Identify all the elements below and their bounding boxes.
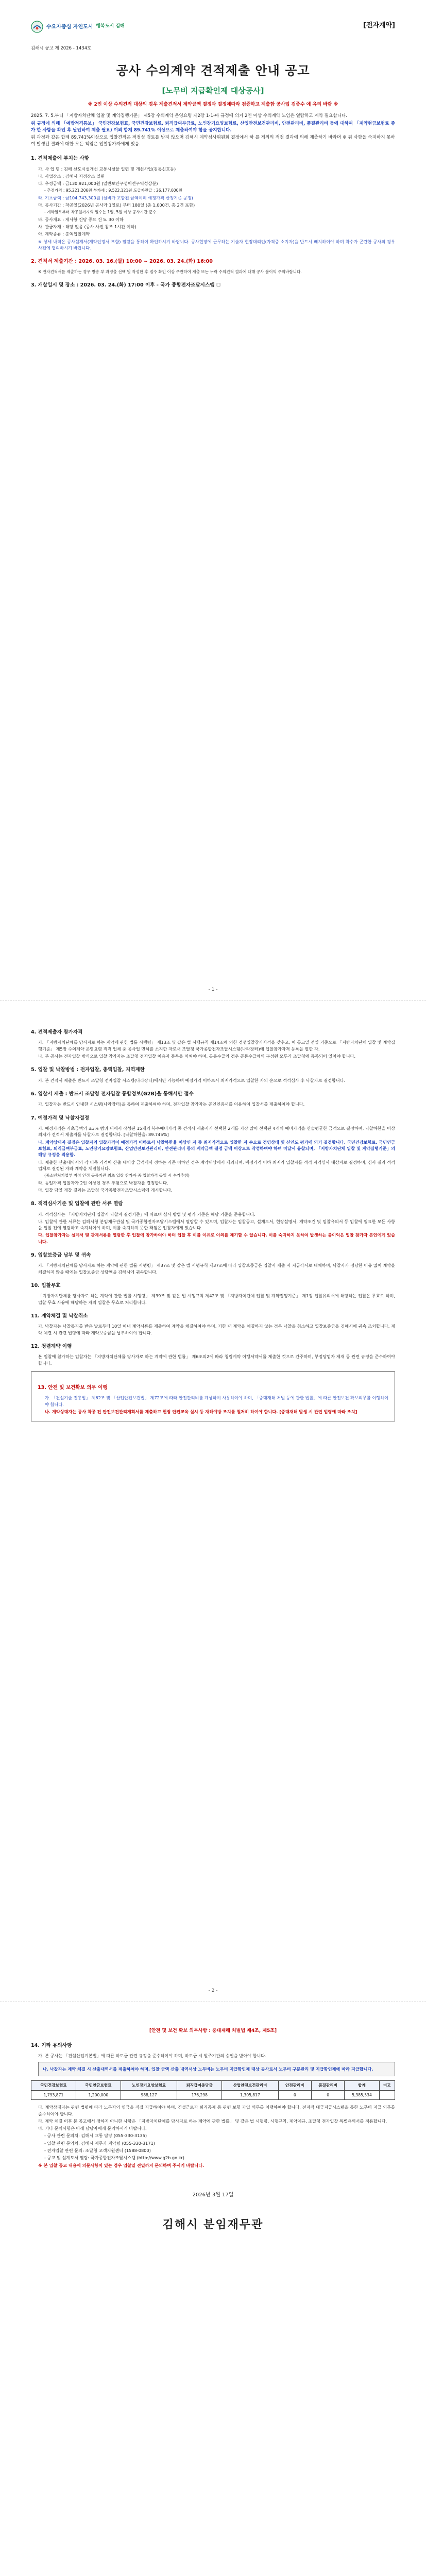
page-number: - 1 - [208, 987, 218, 992]
section-item: 가. 본 공사는 「건설산업기본법」에 따른 하도급 관련 규정을 준수하여야 하며, 하도급 시 발주기관의 승인을 받아야 합니다. [38, 2053, 266, 2058]
table-cell: 0 [278, 2090, 311, 2099]
section-item: 다. 제출한 산출내역서의 각 비목 가격이 산출 내역상 금액에서 정하는 기준 이하인 경우 계약대상에서 제외되며, 예정가격 이하 최저가 입찰자를 적격 자격심사 대상자로 결정하며, 심사 결과 적격업체로 결정된 자와 계약을 체결합니다. [38, 1159, 395, 1171]
section-item: - 계약일로부터 착공일까지의 일수는 1일, 5일 이상 공사기간 준수. [44, 210, 158, 215]
table-cell: 1,200,000 [76, 2090, 121, 2099]
table-header: 산업안전보건관리비 [222, 2081, 279, 2090]
section-item: 본 입찰에 참가하는 입찰자는 「지방자치단체를 당사자로 하는 계약에 관한 법률」 제6조의2에 따라 청렴계약 이행서약서를 제출한 것으로 간주하며, 부정당업자 제재 등 관련 규정을 준수하여야 합니다. [38, 1354, 395, 1366]
safety-section-box [31, 1371, 395, 1421]
footnote: ※ 본 입찰 공고 내용에 의문사항이 있는 경우 입찰일 전일까지 문의하여 주시기 바랍니다. [38, 2162, 205, 2168]
intro-line: 위 규정에 의해 「예방적격통보」 국민건강보험표, 국민건강보험료, 퇴직급여부금료, 노인장기요양보험료, 산업안전보건관리비, 안전관리비, 품질관리비 등에 대하여 「계약현금보험료 증가 한 사항을 확인 후 날인하여 제출 필요) 이외 합계 89.741% 이상으로 제출하여야 함을 공지합니다. [31, 121, 395, 133]
safety-banner: [안전 및 보건 확보 의무사항 : 중대재해 처벌법 제4조, 제5조] [149, 2028, 277, 2033]
emphasis-box [38, 2062, 395, 2076]
section-item: 라. 기초금액 : 금104,743,300원 (설비가 포함된 금액이며 예정가격 산정기준 공정) [38, 195, 193, 200]
section-item: 나. 낙찰자는 계약 체결 시 산출내역서를 제출하여야 하며, 입찰 금액 산출 내역서상 노무비는 노무비 지급확인제 대상 공사로서 노무비 구분관리 및 지급확인제에 따라 지급합니다. [43, 2066, 373, 2072]
table-row [31, 2090, 395, 2099]
section-item: 가. 「지방자치단체를 당사자로 하는 계약에 관한 법률 시행령」 제13조 및 같은 법 시행규칙 제14조에 의한 경쟁입찰참가자격을 갖추고, 이 공고일 전일 기준으로 「지방자치단체 입찰 및 계약집행기준」 제5장 수의계약 운영요령 적격 업체 중 공사업 면허를 소지한 자로서 조달청 국가종합전자조달시스템(나라장터)에 입찰참가자격 등록을 필한 자. [38, 1040, 395, 1052]
page-title: 공사 수의계약 견적제출 안내 공고 [116, 63, 310, 78]
section-title: 13. 안전 및 보건확보 의무 이행 [38, 1384, 108, 1391]
signer: 김해시 분임재무관 [162, 2218, 264, 2231]
contact-line: - 전자입찰 관련 문의: 조달청 고객지원센터 (1588-0800) [44, 2148, 151, 2154]
section-title: 10. 입찰무효 [31, 1282, 61, 1289]
section-item: 가. 본 견적서 제출은 반드시 조달청 전자입찰 시스템(나라장터)에서만 가능하며 예정가격 이하로서 최저가격으로 입찰한 자의 순으로 적격심사 후 낙찰자로 결정합니다. [38, 1077, 346, 1083]
section-note: ※ 상세 내역은 공사설계서(계약인정서 포함) 열람을 통하여 확인하시기 바랍니다. 공사현장에 근무하는 기술자 현장대리인(자격증 소지자)을 반드시 배치하여야 하며 착수가 곤란한 공사의 경우 사전에 협의하시기 바랍니다. [38, 239, 395, 251]
table-cell: 988,127 [121, 2090, 177, 2099]
section-item: 마. 기타 문의사항은 아래 담당자에게 문의하시기 바랍니다. [38, 2126, 147, 2131]
section-item: 나. 본 공사는 전자입찰 방식으로 입찰 참가자는 조달청 전자입찰 이용자 등록을 마쳐야 하며, 공동수급의 경우 공동수급체의 구성원 모두가 조달청에 등록되어 있어야 합니다. [38, 1053, 356, 1059]
section-item: 가. 사 업 명 : 김해 산도시설개선 교통시설물 일련 및 개선사업(김통신호등) [38, 166, 176, 172]
section-item: 가. 낙찰자는 낙찰통지를 받은 날로부터 10일 이내 계약서류를 제출하여 계약을 체결하여야 하며, 기한 내 계약을 체결하지 않는 경우 낙찰을 취소하고 입찰보증금을 김해시에 귀속 조치합니다. 계약 체결 시 관련 법령에 따라 계약보증금을 납부하여야 합니다. [38, 1324, 395, 1335]
section-title: 12. 청렴계약 이행 [31, 1343, 72, 1349]
section-title [31, 282, 395, 290]
section-title: 8. 적격심사기준 및 입찰에 관한 서류 열람 [31, 1201, 123, 1207]
section-item: - 추정가격 : 95,221,206원 부가세 : 9,522,121원 도급자관급 : 26,177,600원 [44, 188, 182, 193]
notice-number: 김해시 공고 제 2026 - 1434호 [31, 46, 92, 51]
section-item: 다. 추정금액 : 금130,921,000원 (일반보안구성이전구역성상분) [38, 181, 158, 187]
section-title: 4. 견적제출자 참가자격 [31, 1029, 83, 1035]
page-3 [0, 2002, 426, 2576]
table-header: 안전관리비 [278, 2081, 311, 2090]
table-cell: 5,385,534 [345, 2090, 379, 2099]
section-title: 11. 계약체결 및 낙찰취소 [31, 1313, 88, 1319]
table-cell: 0 [312, 2090, 345, 2099]
section-item: 가. 예정가격은 기초금액의 ±3% 범위 내에서 작성된 15개의 복수예비가격 중 견적서 제출자가 선택한 2개를 가장 많이 선택된 4개의 예비가격을 산술평균한 금액으로 결정하며, 낙찰하한율 이상 최저가 견적서 제출자를 낙찰자로 결정합니다. [낙찰하한율: 89.745%] [38, 1126, 395, 1138]
section-item: 가. 적격심사는 「지방자치단체 입찰시 낙찰자 결정기준」에 따르며 심사 방법 및 평가 기준은 해당 기준을 준용합니다. [38, 1211, 255, 1217]
insurance-fee-table [31, 2080, 395, 2100]
section-title: 5. 입찰 및 낙찰방법 : 전자입찰, 총액입찰, 지역제한 [31, 1067, 145, 1073]
section-item: 가. 입찰자는 반드시 안내한 시스템(나라장터)을 통하여 제출하여야 하며, 전자입찰 참가자는 공인인증서를 이용하여 입찰서를 제출하여야 합니다. [38, 1101, 305, 1107]
table-header: 퇴직급여충당금 [177, 2081, 222, 2090]
section-item: 「지방자치단체를 당사자로 하는 계약에 관한 법률 시행령」 제39조 및 같은 법 시행규칙 제42조 및 「지방자치단체 입찰 및 계약집행기준」 제1장 입찰유의서에 해당하는 입찰은 무효로 하며, 입찰 무효 사유에 해당하는 자의 입찰은 무효로 처리합니다. [38, 1293, 395, 1305]
section-item: 바. 공사개요 : 제사항 건당 중요 건 5. 30 이하 [38, 216, 124, 222]
contact-line: - 입찰 관련 문의처: 김해시 재무과 계약팀 (055-330-3171) [44, 2140, 155, 2146]
section-item: 마. 공사기간 : 착공일(2026년 공사가 1일로) 부터 180일 (총 1,000건, 총 2건 포함) [38, 202, 195, 208]
section-item: 나. 계약상대자는 공사 착공 전 안전보건관리계획서를 제출하고 현장 안전교육 실시 등 재해예방 조치를 철저히 하여야 합니다. [중대재해 발생 시 관련 법령에 따라 조치] [45, 1409, 357, 1414]
section-item: 사. 관급자재 : 해당 없음 (공사 사전 참조 1시간 이하) [38, 224, 137, 230]
intro-paragraph [31, 113, 395, 148]
table-cell [379, 2090, 395, 2099]
subtitle [31, 85, 395, 97]
warning-line: ※ 2인 이상 수의견적 대상의 경우 제출견적서 계약금액 결정과 결정에따라 검증하고 제출함 공사업 검증수 에 유의 바람 ※ [88, 102, 338, 108]
section-note: ※ 전자견적서를 제출하는 경우 방송 부 과정을 선택 및 작성한 후 접수 확인 이상 주관하여 제출 또는 누락 수의견적 결과에 대해 공사 불이익 주의바랍니다. [38, 269, 302, 274]
section-title: 14. 기타 유의사항 [31, 2042, 72, 2048]
table-cell: 1,793,871 [31, 2090, 76, 2099]
intro-line: 2025. 7. 5.부터 「지방자치단체 입찰 및 계약집행기준」 제5장 수의계약 운영요령 제2장 1-1-마 규정에 의거 2인 이상 수의계약 노임은 열람하고 계약 필요합니다. [31, 113, 347, 118]
table-header: 합계 [345, 2081, 379, 2090]
section-title: 9. 입찰보증금 납부 및 귀속 [31, 1252, 91, 1258]
doc-tag: [전자계약] [363, 22, 395, 29]
section-title: 6. 입찰서 제출 : 반드시 조달청 전자입찰 통합정보(G2B)을 통해서만 접수 [31, 1091, 194, 1097]
table-cell: 1,305,817 [222, 2090, 279, 2099]
section-item: 가. 「건설기술 진흥법」 제62조 및 「산업안전보건법」 제72조에 따라 안전관리비를 계상하여 사용하여야 하며, 「중대재해 처벌 등에 관한 법률」에 따른 안전보건 확보의무를 이행하여야 합니다. [45, 1395, 388, 1407]
brand-name: 수요자중심 자연도시 [46, 24, 93, 30]
table-header: 국민연금보험료 [76, 2081, 121, 2090]
section-item: 다. 계약상대자는 관련 법령에 따라 노무자의 임금을 직접 지급하여야 하며, 건설근로자 퇴직공제 등 관련 보험 가입 의무를 이행하여야 합니다. 전자적 대금지급시스템을 통한 노무비 지급 의무를 준수하여야 합니다. [38, 2105, 395, 2116]
section-item: 다. 입찰참가자는 설계서 및 관계서류를 열람한 후 입찰에 참가하여야 하며 입찰 후 이를 이유로 이의를 제기할 수 없습니다. 이를 숙지하지 못하여 발생하는 불이익은 입찰 참가자 본인에게 있습니다. [38, 1232, 395, 1244]
page-1 [0, 0, 426, 1001]
section-item: 아. 계약종류 : 총액입찰계약 [38, 231, 90, 237]
section-item: 나. 계약상대자 결정은 입찰자의 입찰가격이 예정가격 이하로서 낙찰하한율 이상인 자 중 최저가격으로 입찰한 자 순으로 경영상태 및 신인도 평가에 의거 결정합니다. 국민건강보험료, 국민연금보험료, 퇴직급여부금료, 노인장기요양보험료, 산업안전보건관리비, 안전관리비 등의 계약금액 결정 금액 이상으로 작성하여야 하며 미달시 유찰되며, 「지방자치단체 입찰 및 계약집행기준」의 해당 규정을 적용함. [38, 1139, 395, 1158]
section-item: 마. 입찰 당일 개찰 결과는 조달청 국가종합전자조달시스템에 게시합니다. [38, 1187, 173, 1193]
section-title: 2. 견적서 제출기간 : 2026. 03. 16.(월) 10:00 ~ 2026. 03. 24.(화) 16:00 [31, 259, 213, 265]
brand-slogan: 행복도시 김해 [96, 24, 125, 29]
table-header-row [31, 2081, 395, 2090]
brand [31, 21, 125, 33]
table-header: 국민건강보험료 [31, 2081, 76, 2090]
page-number: - 2 - [208, 1988, 218, 1993]
table-header: 노인장기요양보험료 [121, 2081, 177, 2090]
intro-line: 위 과정과 같은 합계 89.741%이상으로 입찰견적은 적정성 검토를 받지 않으며 김해시 계약심사위원회 결정에서 하 를 제의의 적정 결과에 의해 제출하기 바라며 ※ 위 사항을 숙지하지 못하여 발생된 결과에 대한 모든 책임은 입찰참가자에게 있음. [31, 135, 395, 147]
page-2 [0, 1001, 426, 2002]
city-logo-icon [31, 21, 43, 33]
notice-date: 2026년 3월 17일 [192, 2192, 234, 2198]
section-item: 라. 동일가격 입찰자가 2인 이상인 경우 추첨으로 낙찰자를 결정합니다. [38, 1180, 168, 1185]
section-item: 나. 입찰에 관한 서류는 김해시청 분임재무관실 및 국가종합전자조달시스템에서 열람할 수 있으며, 입찰자는 입찰공고, 설계도서, 현장설명서, 계약조건 및 입찰유의서 등 입찰에 필요한 모든 사항을 입찰 전에 열람하고 숙지하여야 하며, 이를 숙지하지 못한 책임은 입찰자에게 있습니다. [38, 1218, 395, 1231]
subtitle-text: [노무비 지급확인제 대상공사] [162, 86, 264, 95]
section-item: 가. 「지방자치단체를 당사자로 하는 계약에 관한 법률 시행령」 제37조 및 같은 법 시행규칙 제37조에 따라 입찰보증금은 입찰서 제출 시 지급각서로 대체하며, 낙찰자가 정당한 이유 없이 계약을 체결하지 않을 때에는 입찰보증금 상당액을 김해시에 귀속합니다. [38, 1263, 395, 1275]
contact-line: - 공사 관련 문의처: 김해시 교통 담당 (055-330-3135) [44, 2133, 147, 2139]
table-header: 비고 [379, 2081, 395, 2090]
section-title: 1. 견적제출에 부치는 사항 [31, 156, 90, 162]
table-cell: 176,298 [177, 2090, 222, 2099]
section-title-text: 3. 개찰일시 및 장소 : 2026. 03. 24.(화) 17:00 이후 - 국가 종합전자조달시스템 [31, 282, 215, 289]
document-header [31, 21, 395, 44]
table-header: 품질관리비 [312, 2081, 345, 2090]
section-title: 7. 예정가격 및 낙찰자결정 [31, 1115, 90, 1121]
section-item: 라. 계약 체결 이후 본 공고에서 정하지 아니한 사항은 「지방자치단체를 당사자로 하는 계약에 관한 법률」 및 같은 법 시행령, 시행규칙, 계약예규, 조달청 전자입찰 특별유의서를 적용합니다. [38, 2118, 387, 2124]
checkbox-icon: ☐ [216, 283, 220, 289]
section-item: 나. 사업장소 : 김해시 지정장소 일원 [38, 173, 105, 179]
section-item: (중소벤처기업부 지정 인정 공공기관 최초 입찰 참가자 중 입찰가격 동일 시 수기추첨) [44, 1173, 190, 1178]
contact-line: - 공고 및 설계도서 열람: 국가종합전자조달시스템 (http://www.g2b.go.kr) [44, 2155, 184, 2161]
